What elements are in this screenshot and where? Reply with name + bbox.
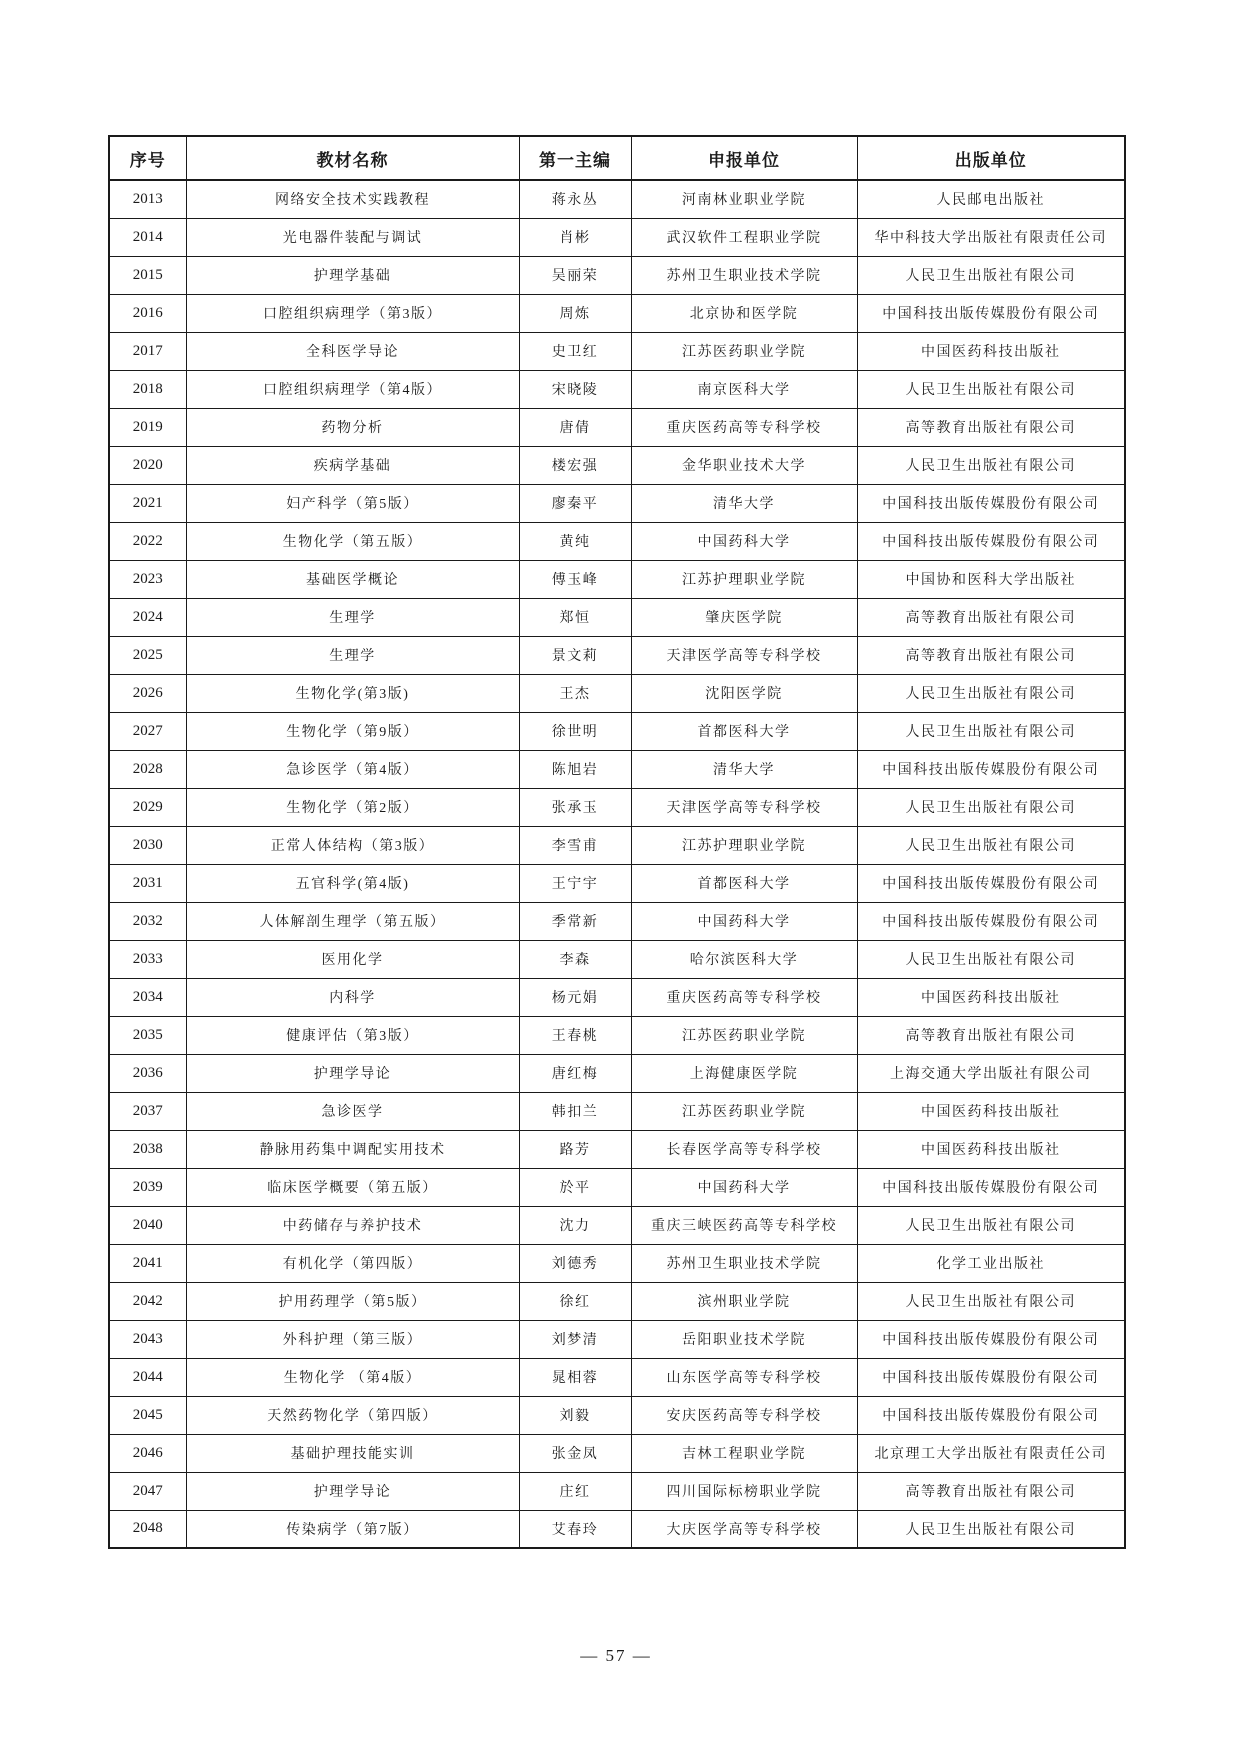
publisher-cell: 人民卫生出版社有限公司 (857, 674, 1125, 712)
title-cell: 中药储存与养护技术 (186, 1206, 519, 1244)
publisher-cell: 人民卫生出版社有限公司 (857, 826, 1125, 864)
table-row (109, 408, 1125, 446)
table-row (109, 636, 1125, 674)
publisher-cell: 中国医药科技出版社 (857, 978, 1125, 1016)
publisher-cell: 中国协和医科大学出版社 (857, 560, 1125, 598)
serial-cell: 2037 (109, 1092, 186, 1130)
title-cell: 生物化学 （第4版） (186, 1358, 519, 1396)
applicant-cell: 南京医科大学 (631, 370, 857, 408)
applicant-cell: 岳阳职业技术学院 (631, 1320, 857, 1358)
editor-cell: 韩扣兰 (519, 1092, 631, 1130)
serial-cell: 2017 (109, 332, 186, 370)
serial-cell: 2042 (109, 1282, 186, 1320)
table-row (109, 332, 1125, 370)
applicant-cell: 中国药科大学 (631, 522, 857, 560)
editor-cell: 傅玉峰 (519, 560, 631, 598)
serial-cell: 2026 (109, 674, 186, 712)
serial-cell: 2022 (109, 522, 186, 560)
table-row (109, 940, 1125, 978)
publisher-cell: 中国医药科技出版社 (857, 332, 1125, 370)
title-cell: 五官科学(第4版) (186, 864, 519, 902)
publisher-cell: 高等教育出版社有限公司 (857, 408, 1125, 446)
serial-cell: 2046 (109, 1434, 186, 1472)
table-row (109, 1054, 1125, 1092)
publisher-cell: 人民卫生出版社有限公司 (857, 256, 1125, 294)
serial-cell: 2016 (109, 294, 186, 332)
publisher-cell: 中国医药科技出版社 (857, 1092, 1125, 1130)
publisher-cell: 化学工业出版社 (857, 1244, 1125, 1282)
table-row (109, 370, 1125, 408)
editor-cell: 晁相蓉 (519, 1358, 631, 1396)
title-cell: 传染病学（第7版） (186, 1510, 519, 1548)
applicant-cell: 天津医学高等专科学校 (631, 636, 857, 674)
serial-cell: 2041 (109, 1244, 186, 1282)
applicant-cell: 首都医科大学 (631, 864, 857, 902)
table-body (109, 180, 1125, 1548)
table-row (109, 1434, 1125, 1472)
table-row (109, 294, 1125, 332)
serial-cell: 2014 (109, 218, 186, 256)
title-cell: 正常人体结构（第3版） (186, 826, 519, 864)
applicant-cell: 中国药科大学 (631, 902, 857, 940)
publisher-cell: 高等教育出版社有限公司 (857, 598, 1125, 636)
publisher-cell: 高等教育出版社有限公司 (857, 1016, 1125, 1054)
applicant-cell: 重庆三峡医药高等专科学校 (631, 1206, 857, 1244)
applicant-cell: 武汉软件工程职业学院 (631, 218, 857, 256)
applicant-cell: 重庆医药高等专科学校 (631, 408, 857, 446)
editor-cell: 张承玉 (519, 788, 631, 826)
title-cell: 内科学 (186, 978, 519, 1016)
publisher-cell: 中国科技出版传媒股份有限公司 (857, 484, 1125, 522)
table-row (109, 978, 1125, 1016)
publisher-cell: 中国科技出版传媒股份有限公司 (857, 1168, 1125, 1206)
publisher-cell: 人民卫生出版社有限公司 (857, 1282, 1125, 1320)
serial-cell: 2025 (109, 636, 186, 674)
header-serial: 序号 (109, 136, 186, 180)
applicant-cell: 江苏护理职业学院 (631, 560, 857, 598)
serial-cell: 2015 (109, 256, 186, 294)
applicant-cell: 江苏护理职业学院 (631, 826, 857, 864)
editor-cell: 张金凤 (519, 1434, 631, 1472)
applicant-cell: 江苏医药职业学院 (631, 1016, 857, 1054)
applicant-cell: 上海健康医学院 (631, 1054, 857, 1092)
title-cell: 外科护理（第三版） (186, 1320, 519, 1358)
publisher-cell: 中国科技出版传媒股份有限公司 (857, 522, 1125, 560)
table-row (109, 256, 1125, 294)
serial-cell: 2033 (109, 940, 186, 978)
title-cell: 光电器件装配与调试 (186, 218, 519, 256)
editor-cell: 徐世明 (519, 712, 631, 750)
applicant-cell: 苏州卫生职业技术学院 (631, 1244, 857, 1282)
publisher-cell: 中国科技出版传媒股份有限公司 (857, 902, 1125, 940)
publisher-cell: 中国科技出版传媒股份有限公司 (857, 294, 1125, 332)
title-cell: 健康评估（第3版） (186, 1016, 519, 1054)
editor-cell: 季常新 (519, 902, 631, 940)
title-cell: 急诊医学 (186, 1092, 519, 1130)
table-row (109, 1358, 1125, 1396)
publisher-cell: 高等教育出版社有限公司 (857, 1472, 1125, 1510)
editor-cell: 廖秦平 (519, 484, 631, 522)
applicant-cell: 肇庆医学院 (631, 598, 857, 636)
title-cell: 药物分析 (186, 408, 519, 446)
serial-cell: 2034 (109, 978, 186, 1016)
table-row (109, 1396, 1125, 1434)
header-applicant-unit: 申报单位 (631, 136, 857, 180)
editor-cell: 肖彬 (519, 218, 631, 256)
header-chief-editor: 第一主编 (519, 136, 631, 180)
publisher-cell: 人民卫生出版社有限公司 (857, 1510, 1125, 1548)
serial-cell: 2018 (109, 370, 186, 408)
page-number (108, 1646, 1124, 1666)
editor-cell: 黄纯 (519, 522, 631, 560)
table-row (109, 1510, 1125, 1548)
serial-cell: 2029 (109, 788, 186, 826)
title-cell: 静脉用药集中调配实用技术 (186, 1130, 519, 1168)
serial-cell: 2040 (109, 1206, 186, 1244)
editor-cell: 郑恒 (519, 598, 631, 636)
editor-cell: 路芳 (519, 1130, 631, 1168)
editor-cell: 陈旭岩 (519, 750, 631, 788)
applicant-cell: 重庆医药高等专科学校 (631, 978, 857, 1016)
applicant-cell: 大庆医学高等专科学校 (631, 1510, 857, 1548)
editor-cell: 王宁宇 (519, 864, 631, 902)
serial-cell: 2019 (109, 408, 186, 446)
textbook-table (108, 135, 1126, 1549)
title-cell: 临床医学概要（第五版） (186, 1168, 519, 1206)
editor-cell: 李雪甫 (519, 826, 631, 864)
serial-cell: 2032 (109, 902, 186, 940)
publisher-cell: 中国科技出版传媒股份有限公司 (857, 1358, 1125, 1396)
header-publisher-unit: 出版单位 (857, 136, 1125, 180)
serial-cell: 2030 (109, 826, 186, 864)
title-cell: 基础医学概论 (186, 560, 519, 598)
serial-cell: 2043 (109, 1320, 186, 1358)
title-cell: 护理学导论 (186, 1054, 519, 1092)
table-row (109, 674, 1125, 712)
applicant-cell: 滨州职业学院 (631, 1282, 857, 1320)
applicant-cell: 天津医学高等专科学校 (631, 788, 857, 826)
editor-cell: 刘德秀 (519, 1244, 631, 1282)
editor-cell: 沈力 (519, 1206, 631, 1244)
serial-cell: 2036 (109, 1054, 186, 1092)
publisher-cell: 中国科技出版传媒股份有限公司 (857, 1320, 1125, 1358)
table-row (109, 1472, 1125, 1510)
editor-cell: 景文莉 (519, 636, 631, 674)
serial-cell: 2028 (109, 750, 186, 788)
applicant-cell: 山东医学高等专科学校 (631, 1358, 857, 1396)
publisher-cell: 人民卫生出版社有限公司 (857, 940, 1125, 978)
applicant-cell: 中国药科大学 (631, 1168, 857, 1206)
serial-cell: 2045 (109, 1396, 186, 1434)
applicant-cell: 苏州卫生职业技术学院 (631, 256, 857, 294)
table-row (109, 484, 1125, 522)
title-cell: 人体解剖生理学（第五版） (186, 902, 519, 940)
publisher-cell: 中国科技出版传媒股份有限公司 (857, 1396, 1125, 1434)
publisher-cell: 人民邮电出版社 (857, 180, 1125, 218)
title-cell: 口腔组织病理学（第3版） (186, 294, 519, 332)
header-title: 教材名称 (186, 136, 519, 180)
table-row (109, 1320, 1125, 1358)
table-row (109, 180, 1125, 218)
applicant-cell: 金华职业技术大学 (631, 446, 857, 484)
editor-cell: 宋晓陵 (519, 370, 631, 408)
table-row (109, 750, 1125, 788)
serial-cell: 2031 (109, 864, 186, 902)
publisher-cell: 北京理工大学出版社有限责任公司 (857, 1434, 1125, 1472)
title-cell: 生理学 (186, 598, 519, 636)
table-row (109, 864, 1125, 902)
editor-cell: 徐红 (519, 1282, 631, 1320)
table-row (109, 826, 1125, 864)
applicant-cell: 吉林工程职业学院 (631, 1434, 857, 1472)
title-cell: 生理学 (186, 636, 519, 674)
publisher-cell: 中国医药科技出版社 (857, 1130, 1125, 1168)
publisher-cell: 人民卫生出版社有限公司 (857, 1206, 1125, 1244)
editor-cell: 周炼 (519, 294, 631, 332)
applicant-cell: 哈尔滨医科大学 (631, 940, 857, 978)
table-row (109, 1206, 1125, 1244)
editor-cell: 刘毅 (519, 1396, 631, 1434)
serial-cell: 2047 (109, 1472, 186, 1510)
table-row (109, 1016, 1125, 1054)
publisher-cell: 华中科技大学出版社有限责任公司 (857, 218, 1125, 256)
table-row (109, 1130, 1125, 1168)
publisher-cell: 人民卫生出版社有限公司 (857, 712, 1125, 750)
table-row (109, 1168, 1125, 1206)
title-cell: 护理学导论 (186, 1472, 519, 1510)
title-cell: 护用药理学（第5版） (186, 1282, 519, 1320)
table-row (109, 560, 1125, 598)
applicant-cell: 清华大学 (631, 750, 857, 788)
applicant-cell: 首都医科大学 (631, 712, 857, 750)
serial-cell: 2038 (109, 1130, 186, 1168)
editor-cell: 王春桃 (519, 1016, 631, 1054)
applicant-cell: 河南林业职业学院 (631, 180, 857, 218)
table-row (109, 522, 1125, 560)
editor-cell: 杨元娟 (519, 978, 631, 1016)
title-cell: 基础护理技能实训 (186, 1434, 519, 1472)
editor-cell: 唐红梅 (519, 1054, 631, 1092)
editor-cell: 王杰 (519, 674, 631, 712)
applicant-cell: 沈阳医学院 (631, 674, 857, 712)
table-row (109, 218, 1125, 256)
editor-cell: 楼宏强 (519, 446, 631, 484)
title-cell: 网络安全技术实践教程 (186, 180, 519, 218)
table-row (109, 1282, 1125, 1320)
editor-cell: 唐倩 (519, 408, 631, 446)
applicant-cell: 长春医学高等专科学校 (631, 1130, 857, 1168)
table-row (109, 1092, 1125, 1130)
serial-cell: 2035 (109, 1016, 186, 1054)
serial-cell: 2039 (109, 1168, 186, 1206)
title-cell: 全科医学导论 (186, 332, 519, 370)
publisher-cell: 人民卫生出版社有限公司 (857, 370, 1125, 408)
title-cell: 生物化学(第3版) (186, 674, 519, 712)
page-number-text: — 57 — (580, 1646, 652, 1665)
editor-cell: 庄红 (519, 1472, 631, 1510)
publisher-cell: 高等教育出版社有限公司 (857, 636, 1125, 674)
table-row (109, 788, 1125, 826)
title-cell: 妇产科学（第5版） (186, 484, 519, 522)
title-cell: 疾病学基础 (186, 446, 519, 484)
table-row (109, 446, 1125, 484)
serial-cell: 2013 (109, 180, 186, 218)
publisher-cell: 中国科技出版传媒股份有限公司 (857, 864, 1125, 902)
editor-cell: 於平 (519, 1168, 631, 1206)
table-row (109, 1244, 1125, 1282)
publisher-cell: 中国科技出版传媒股份有限公司 (857, 750, 1125, 788)
serial-cell: 2023 (109, 560, 186, 598)
publisher-cell: 人民卫生出版社有限公司 (857, 788, 1125, 826)
title-cell: 有机化学（第四版） (186, 1244, 519, 1282)
editor-cell: 艾春玲 (519, 1510, 631, 1548)
serial-cell: 2021 (109, 484, 186, 522)
applicant-cell: 北京协和医学院 (631, 294, 857, 332)
editor-cell: 蒋永丛 (519, 180, 631, 218)
title-cell: 护理学基础 (186, 256, 519, 294)
publisher-cell: 上海交通大学出版社有限公司 (857, 1054, 1125, 1092)
editor-cell: 史卫红 (519, 332, 631, 370)
serial-cell: 2027 (109, 712, 186, 750)
table-row (109, 712, 1125, 750)
serial-cell: 2020 (109, 446, 186, 484)
title-cell: 天然药物化学（第四版） (186, 1396, 519, 1434)
applicant-cell: 四川国际标榜职业学院 (631, 1472, 857, 1510)
serial-cell: 2048 (109, 1510, 186, 1548)
table-row (109, 598, 1125, 636)
title-cell: 医用化学 (186, 940, 519, 978)
applicant-cell: 安庆医药高等专科学校 (631, 1396, 857, 1434)
title-cell: 生物化学（第五版） (186, 522, 519, 560)
table-row (109, 902, 1125, 940)
applicant-cell: 清华大学 (631, 484, 857, 522)
header-row (109, 136, 1125, 180)
title-cell: 急诊医学（第4版） (186, 750, 519, 788)
applicant-cell: 江苏医药职业学院 (631, 1092, 857, 1130)
applicant-cell: 江苏医药职业学院 (631, 332, 857, 370)
serial-cell: 2044 (109, 1358, 186, 1396)
editor-cell: 吴丽荣 (519, 256, 631, 294)
title-cell: 生物化学（第9版） (186, 712, 519, 750)
title-cell: 生物化学（第2版） (186, 788, 519, 826)
editor-cell: 刘梦清 (519, 1320, 631, 1358)
publisher-cell: 人民卫生出版社有限公司 (857, 446, 1125, 484)
serial-cell: 2024 (109, 598, 186, 636)
editor-cell: 李森 (519, 940, 631, 978)
title-cell: 口腔组织病理学（第4版） (186, 370, 519, 408)
